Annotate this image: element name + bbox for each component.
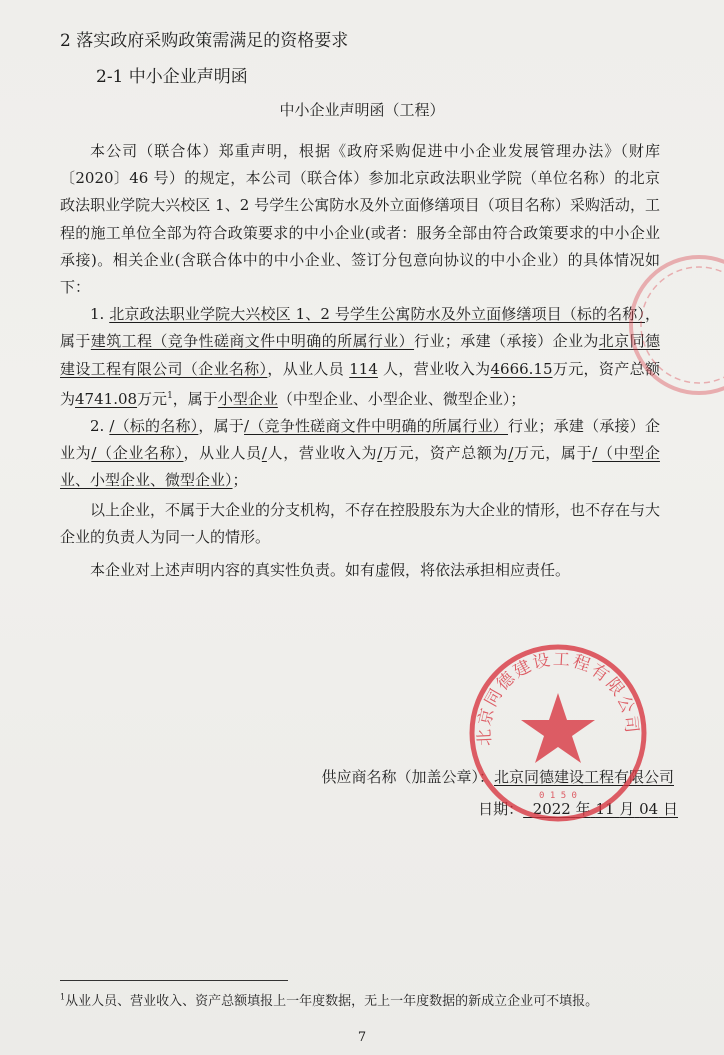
letter-title: 中小企业声明函（工程） <box>279 101 445 119</box>
footnote-ref: 1 <box>167 390 173 401</box>
item2-revenue: / <box>377 444 383 463</box>
item1-scale: 小型企业 <box>217 389 278 408</box>
seal-star-icon <box>521 693 595 763</box>
section-heading: 2 落实政府采购政策需满足的资格要求 <box>60 31 349 51</box>
seal-text: 北京同德建设工程有限公司 <box>474 649 642 747</box>
signature-date: 日期： 2022 年 11 月 04 日 <box>478 800 678 818</box>
item2-project: /（标的名称） <box>109 417 199 436</box>
item1-industry: 建筑工程（竞争性磋商文件中明确的所属行业） <box>90 332 415 351</box>
supplier-signature: 供应商名称（加盖公章）：北京同德建设工程有限公司 <box>321 768 674 786</box>
intro-paragraph: 本公司（联合体）郑重声明，根据《政府采购促进中小企业发展管理办法》（财库〔2020〕46 号）的规定，本公司（联合体）参加北京政法职业学院（单位名称）的北京政法职业学院大兴校区 1、2 号学生公寓防水及外立面修缮项目（项目名称）采购活动，工程的施工单位全部为符合政策要求的中小企业(或者：服务全部由符合政策要求的中小企业承接)。相关企业(含联合体中的中小企业、签订分包意向协议的中小企业）的具体情况如下： <box>60 142 660 297</box>
item2-company: /（企业名称） <box>91 444 184 463</box>
date-value: 2022 年 11 月 04 日 <box>532 800 678 818</box>
item1-revenue: 4666.15 <box>490 359 553 378</box>
seal-code: 0 1 5 0 <box>539 791 577 801</box>
item1-staff: 114 <box>349 359 378 378</box>
footnote: $^1$从业人员、营业收入、资产总额填报上一年度数据，无上一年度数据的新成立企业可不填报。 <box>60 992 599 1009</box>
item2-staff: / <box>261 444 267 463</box>
item2-scale: /（中型企业、小型企业、微型企业） <box>60 444 660 490</box>
item2-assets: / <box>508 444 514 463</box>
company-seal <box>463 638 653 828</box>
item2-industry: /（竞争性磋商文件中明确的所属行业） <box>244 417 509 436</box>
responsibility-paragraph: 本企业对上述声明内容的真实性负责。如有虚假，将依法承担相应责任。 <box>90 561 571 580</box>
letter-body <box>60 138 660 584</box>
declaration-paragraph: 以上企业，不属于大企业的分支机构，不存在控股股东为大企业的情形，也不存在与大企业的负责人为同一人的情形。 <box>60 500 661 546</box>
item1-assets: 4741.08 <box>75 389 138 408</box>
supplier-name: 北京同德建设工程有限公司 <box>493 768 674 786</box>
partial-seal <box>604 250 724 400</box>
item1-company: 北京同德建设工程有限公司（企业名称） <box>60 332 660 378</box>
footnote-divider <box>60 980 288 981</box>
item-2: 2. /（标的名称），属于/（竞争性磋商文件中明确的所属行业）行业；承建（承接）企业为/（企业名称），从业人员/人，营业收入为/万元，资产总额为/万元，属于/（中型企业、小型企业、微型企业）； <box>60 417 660 490</box>
item1-project: 北京政法职业学院大兴校区 1、2 号学生公寓防水及外立面修缮项目（标的名称） <box>109 305 645 324</box>
page-number: 7 <box>357 1030 367 1045</box>
subsection-heading: 2-1 中小企业声明函 <box>96 67 248 87</box>
item-1: 1. 北京政法职业学院大兴校区 1、2 号学生公寓防水及外立面修缮项目（标的名称），属于建筑工程（竞争性磋商文件中明确的所属行业）行业；承建（承接）企业为北京同德建设工程有限公司（企业名称），从业人员 114 人，营业收入为4666.15万元，资产总额为4741.08万元$^1$，属于小型企业（中型企业、小型企业、微型企业）； <box>60 305 660 408</box>
